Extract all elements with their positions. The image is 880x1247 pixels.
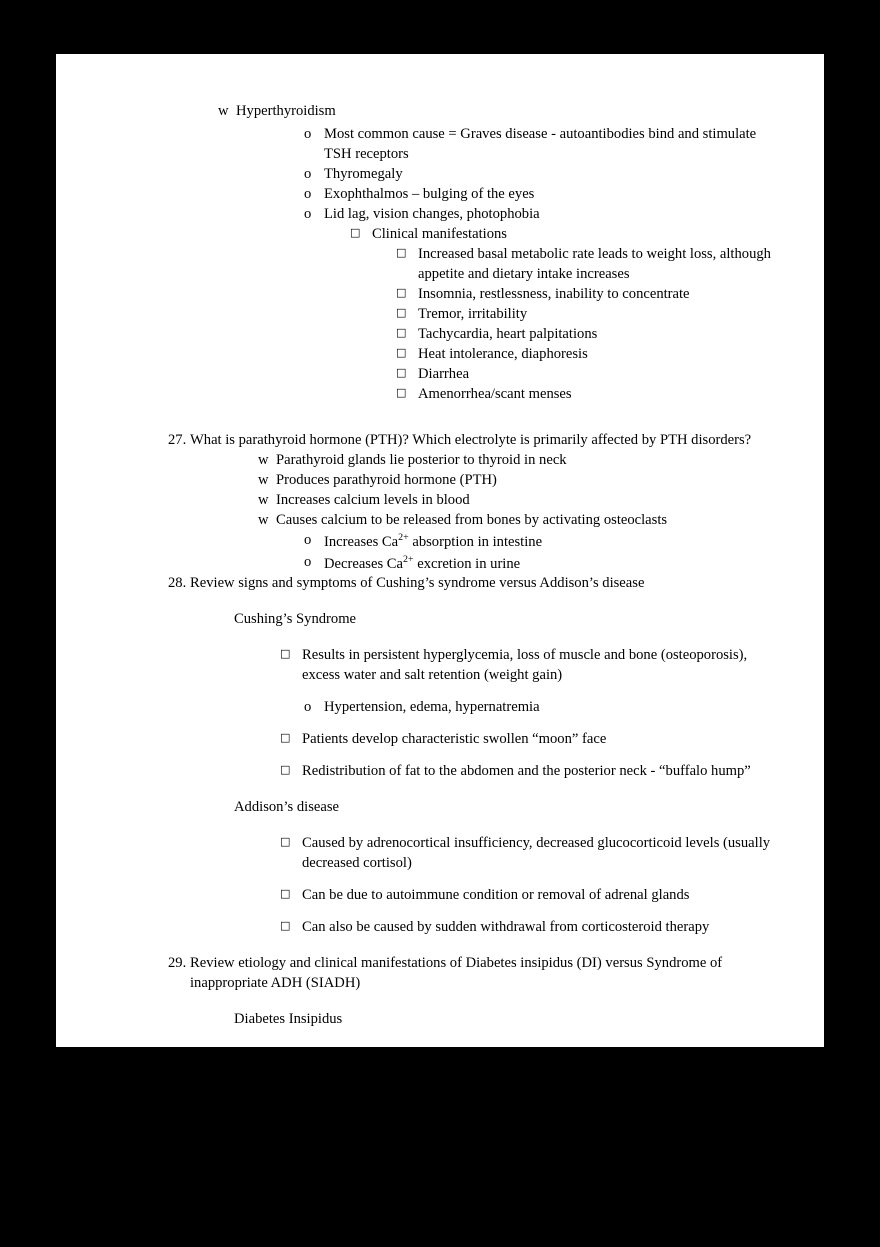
square-bullet-icon: □ [280, 919, 291, 933]
bullet-o: o [304, 125, 312, 142]
spacer [100, 686, 780, 698]
list-item-label: Caused by decrease or lack of ADH production [276, 1047, 552, 1064]
numbered-item-28 [168, 574, 780, 594]
square-bullet-icon: □ [396, 305, 407, 319]
bullet-w: w [258, 451, 269, 468]
list-item-label: Amenorrhea/scant menses [418, 385, 572, 402]
list-item-label [324, 531, 780, 553]
list-item-label: Redistribution of fat to the abdomen and the posterior neck - “buffalo hump” [302, 763, 751, 780]
list-item [304, 125, 780, 165]
list-item [304, 185, 780, 205]
bullet-w: w [258, 491, 269, 508]
superscript: 2+ [398, 531, 409, 543]
list-item [280, 762, 780, 782]
list-item-label: Produces parathyroid hormone (PTH) [276, 471, 497, 488]
list-item-label: Thyromegaly [324, 165, 403, 182]
list-item-label: Tachycardia, heart palpitations [418, 325, 598, 342]
list-item [218, 102, 780, 122]
spacer [100, 782, 780, 798]
list-item [396, 345, 780, 365]
document-content [56, 54, 824, 1066]
list-item [258, 1046, 780, 1066]
spacer [100, 994, 780, 1010]
text-pre: Increases Ca [324, 533, 399, 550]
list-item [304, 531, 780, 553]
list-item [280, 646, 780, 686]
square-bullet-icon: □ [396, 385, 407, 399]
list-item [396, 325, 780, 345]
square-bullet-icon: □ [396, 345, 407, 359]
spacer [100, 405, 780, 431]
list-item [304, 553, 780, 575]
list-item-label: Patients develop characteristic swollen “moon” face [302, 731, 607, 748]
list-item [258, 491, 780, 511]
list-item [304, 698, 780, 718]
numbered-item-29 [168, 954, 780, 994]
list-item [396, 285, 780, 305]
spacer [100, 906, 780, 918]
list-item-label: Clinical manifestations [372, 225, 507, 242]
bullet-w: w [258, 471, 269, 488]
bullet-w: w [258, 511, 269, 528]
list-item [280, 918, 780, 938]
spacer [100, 938, 780, 954]
list-item [280, 834, 780, 874]
bullet-w: w [218, 103, 229, 119]
list-item [396, 385, 780, 405]
square-bullet-icon: □ [350, 225, 361, 239]
square-bullet-icon: □ [280, 835, 291, 849]
square-bullet-icon: □ [280, 887, 291, 901]
item-text: Review etiology and clinical manifestations of Diabetes insipidus (DI) versus Syndrome of inappropriate ADH (SIADH) [190, 955, 723, 992]
list-item-label: Hypertension, edema, hypernatremia [324, 699, 540, 716]
list-item-label: Parathyroid glands lie posterior to thyroid in neck [276, 451, 567, 468]
list-item-label: Increases calcium levels in blood [276, 491, 470, 508]
subheading-diabetes-insipidus: Diabetes Insipidus [234, 1011, 343, 1028]
list-item-label [324, 553, 780, 575]
list-item [258, 471, 780, 491]
list-item-label: Most common cause = Graves disease - autoantibodies bind and stimulate TSH receptors [324, 125, 757, 162]
list-item [350, 225, 780, 245]
list-item-label: Increased basal metabolic rate leads to weight loss, although appetite and dietary intake increases [418, 245, 771, 282]
item-number: 27. [168, 431, 187, 448]
square-bullet-icon: □ [280, 731, 291, 745]
list-item [304, 165, 780, 185]
list-item [258, 451, 780, 471]
square-bullet-icon: □ [396, 325, 407, 339]
list-item [304, 205, 780, 225]
item-text: What is parathyroid hormone (PTH)? Which electrolyte is primarily affected by PTH disorders? [190, 431, 752, 448]
list-item [280, 730, 780, 750]
square-bullet-icon: □ [396, 285, 407, 299]
list-item [258, 511, 780, 531]
subheading-addison: Addison’s disease [234, 799, 339, 816]
list-item [396, 245, 780, 285]
text-post: absorption in intestine [408, 533, 543, 550]
list-item-label: Insomnia, restlessness, inability to concentrate [418, 285, 690, 302]
spacer [100, 594, 780, 610]
bullet-o: o [304, 531, 312, 548]
bullet-o: o [304, 205, 312, 222]
list-item [396, 365, 780, 385]
bullet-o: o [304, 185, 312, 202]
list-item-label: Results in persistent hyperglycemia, loss of muscle and bone (osteoporosis), excess water and salt retention (weight gain) [302, 647, 748, 684]
square-bullet-icon: □ [396, 365, 407, 379]
spacer [100, 718, 780, 730]
list-item [396, 305, 780, 325]
list-item-label: Heat intolerance, diaphoresis [418, 345, 588, 362]
text-pre: Decreases Ca [324, 555, 404, 572]
bullet-o: o [304, 553, 312, 570]
list-item [280, 886, 780, 906]
spacer [100, 630, 780, 646]
list-item-label: Lid lag, vision changes, photophobia [324, 205, 540, 222]
square-bullet-icon: □ [396, 245, 407, 259]
list-item-label: Hyperthyroidism [236, 103, 336, 119]
item-number: 29. [168, 955, 187, 972]
item-number: 28. [168, 575, 187, 592]
list-item-label: Can be due to autoimmune condition or removal of adrenal glands [302, 887, 690, 904]
subheading-cushing: Cushing’s Syndrome [234, 611, 357, 628]
superscript: 2+ [403, 553, 414, 565]
list-item-label: Exophthalmos – bulging of the eyes [324, 185, 535, 202]
square-bullet-icon: □ [280, 763, 291, 777]
list-item-label: Caused by adrenocortical insufficiency, decreased glucocorticoid levels (usually decreased cortisol) [302, 835, 771, 872]
square-bullet-icon: □ [280, 647, 291, 661]
bullet-o: o [304, 165, 312, 182]
list-item-label: Tremor, irritability [418, 305, 528, 322]
spacer [100, 874, 780, 886]
list-item-label: Can also be caused by sudden withdrawal from corticosteroid therapy [302, 919, 710, 936]
spacer [100, 750, 780, 762]
text-post: excretion in urine [413, 555, 521, 572]
document-page [56, 54, 824, 1064]
item-text: Review signs and symptoms of Cushing’s syndrome versus Addison’s disease [190, 575, 645, 592]
numbered-item-27 [168, 431, 780, 451]
spacer [100, 1030, 780, 1046]
bullet-o: o [304, 699, 312, 716]
list-item-label: Diarrhea [418, 365, 470, 382]
spacer [100, 818, 780, 834]
bullet-w: w [258, 1047, 269, 1064]
list-item-label: Causes calcium to be released from bones by activating osteoclasts [276, 511, 668, 528]
